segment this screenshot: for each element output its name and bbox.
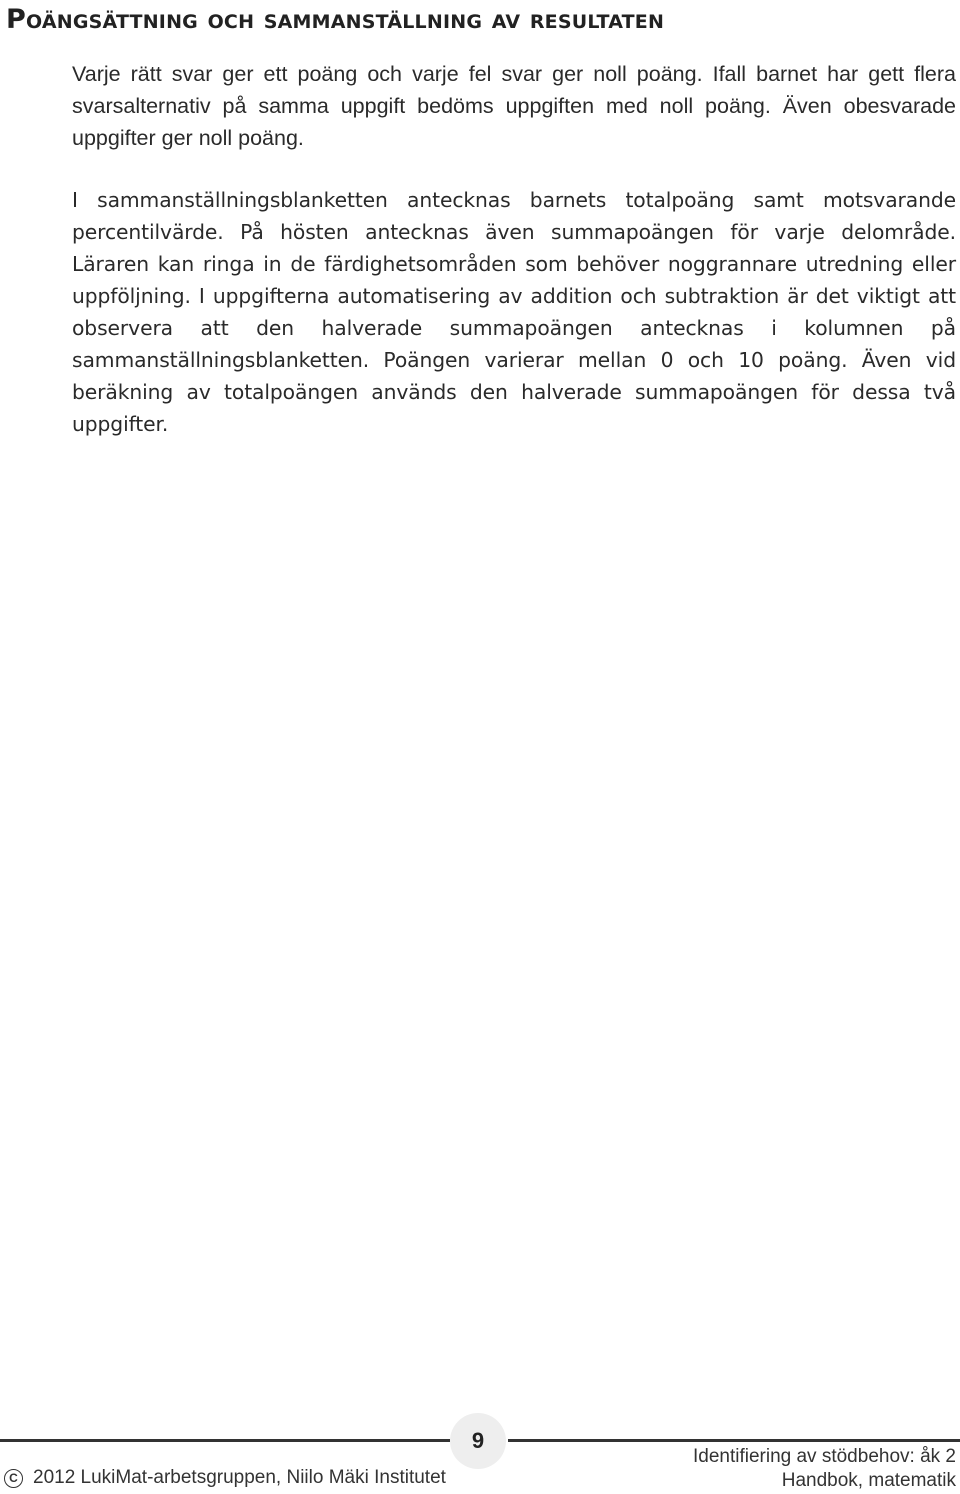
- footer-title-line2: Handbok, matematik: [781, 1470, 956, 1491]
- footer-title-line1: Identifiering av stödbehov: åk 2: [692, 1446, 956, 1467]
- footer-publication: [693, 1445, 956, 1493]
- copyright-icon: C: [4, 1469, 23, 1488]
- paragraph-summary-form: I sammanställningsblanketten antecknas barnets totalpoäng samt motsvarande percentilvärde. På hösten antecknas även summapoängen för varje delområde. Läraren kan ringa in de färdighetsområden som behöver noggrannare utredning eller uppföljning. I uppgifterna automatisering av addition och subtraktion är det viktigt att observera att den halverade summapoängen antecknas i kolumnen på sammanställningsblanketten. Poängen varierar mellan 0 och 10 poäng. Även vid beräkning av totalpoängen används den halverade summapoängen för dessa två uppgifter.: [72, 188, 956, 436]
- section-heading: Poängsättning och sammanställning av resultaten: [6, 4, 665, 35]
- page-number-label: 9: [471, 1428, 485, 1453]
- footer-rule-right: [508, 1439, 960, 1442]
- copyright-text: 2012 LukiMat-arbetsgruppen, Niilo Mäki Institutet: [33, 1467, 446, 1488]
- footer-rule-left: [0, 1439, 450, 1442]
- page-number: [450, 1413, 506, 1469]
- footer-copyright: [4, 1467, 446, 1489]
- paragraph-scoring-rules: Varje rätt svar ger ett poäng och varje fel svar ger noll poäng. Ifall barnet har gett flera svarsalternativ på samma uppgift bedöms uppgiften med noll poäng. Även obesvarade uppgifter ger noll poäng.: [72, 62, 956, 150]
